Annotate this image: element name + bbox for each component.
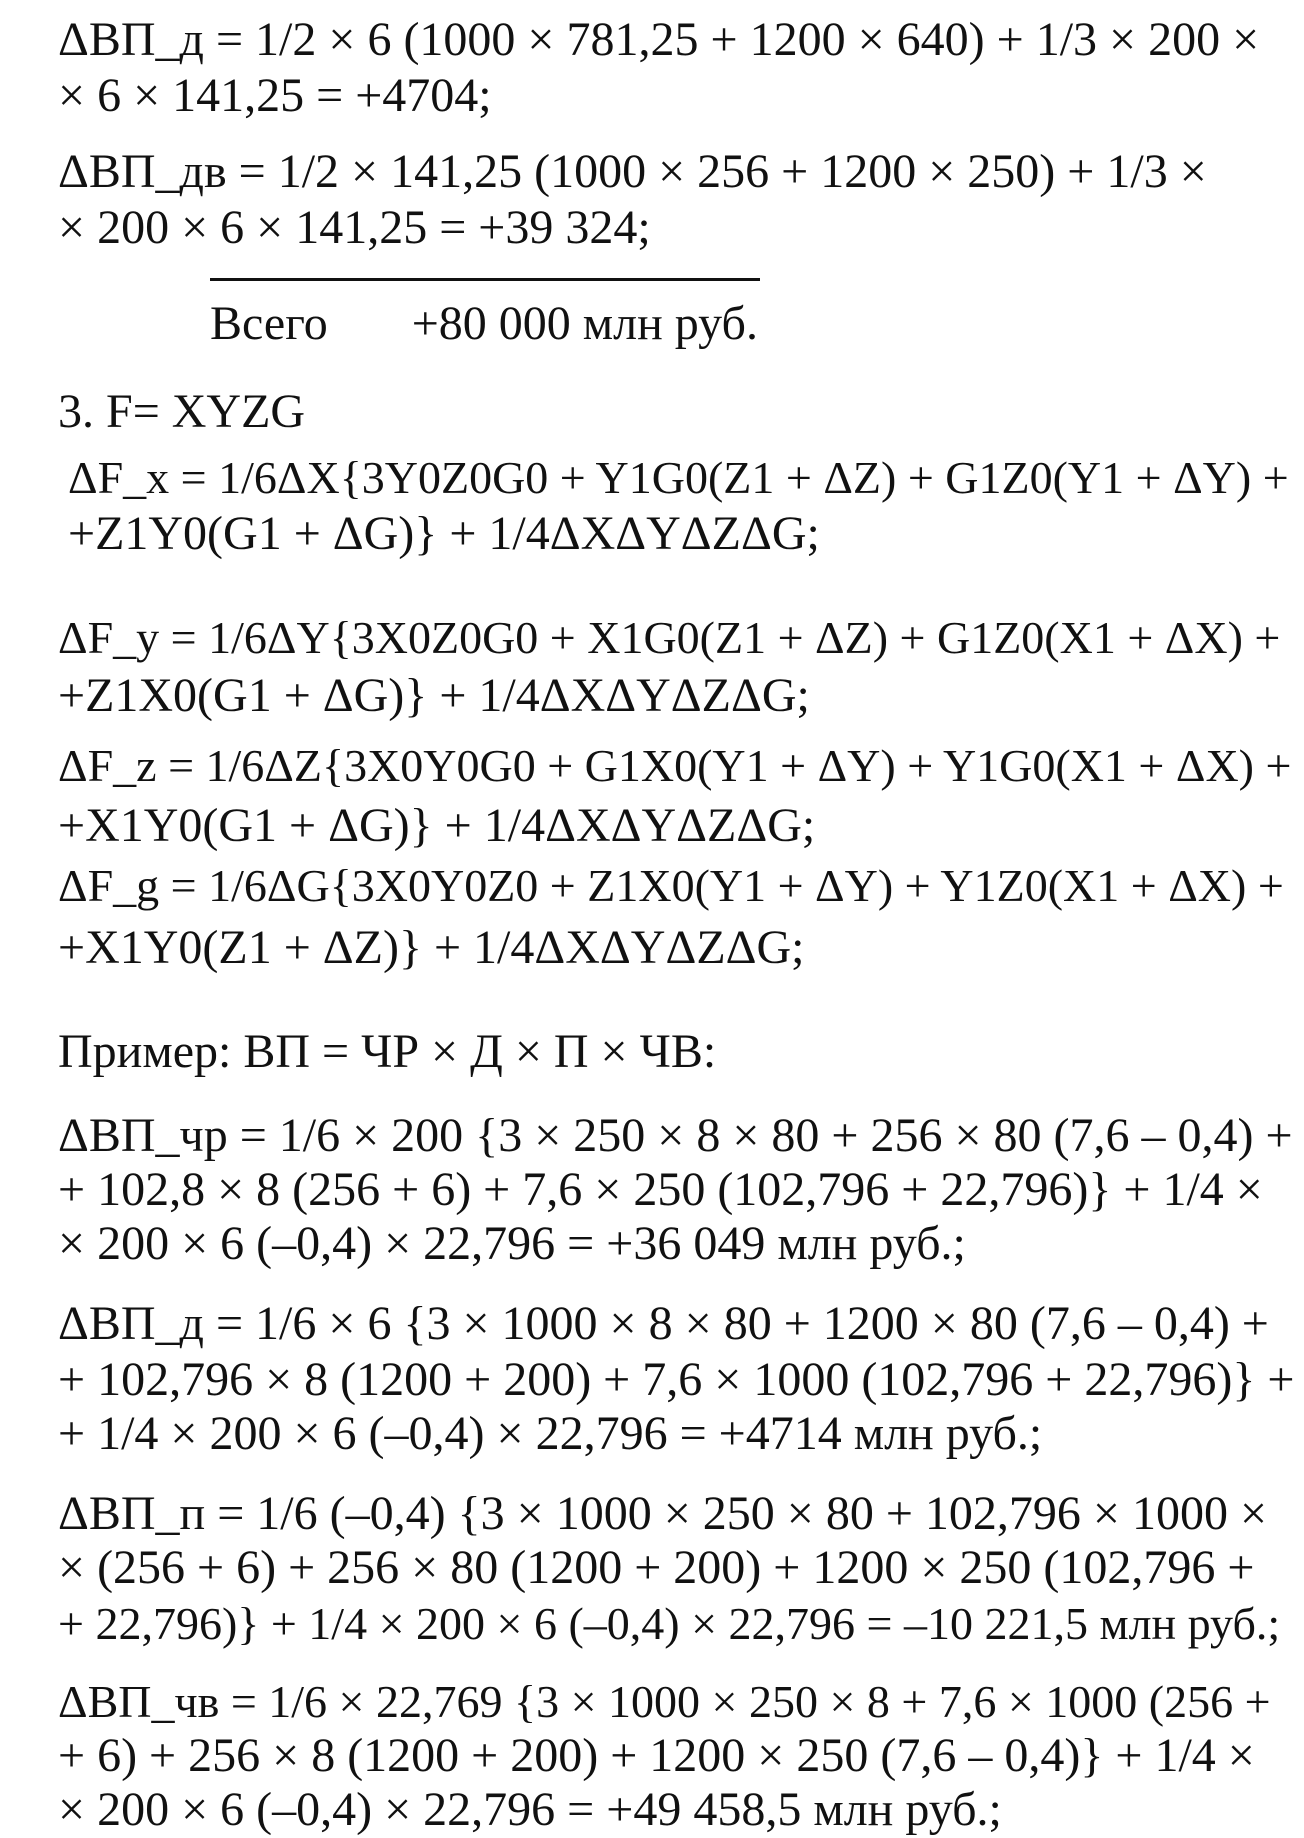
formula-line: ΔВП_д = 1/2 × 6 (1000 × 781,25 + 1200 × 640) + 1/3 × 200 × bbox=[58, 13, 1260, 66]
formula-line: +Z1X0(G1 + ΔG)} + 1/4ΔXΔYΔZΔG; bbox=[58, 669, 810, 722]
total-line: Всего +80 000 млн руб. bbox=[210, 297, 758, 350]
formula-line: × (256 + 6) + 256 × 80 (1200 + 200) + 1200 × 250 (102,796 + bbox=[58, 1541, 1255, 1594]
sum-divider bbox=[210, 278, 760, 281]
formula-line: ΔF_g = 1/6ΔG{3X0Y0Z0 + Z1X0(Y1 + ΔY) + Y1Z0(X1 + ΔX) + bbox=[58, 860, 1284, 911]
formula-line: × 200 × 6 (–0,4) × 22,796 = +49 458,5 млн руб.; bbox=[58, 1783, 1002, 1836]
formula-line: +X1Y0(G1 + ΔG)} + 1/4ΔXΔYΔZΔG; bbox=[58, 799, 816, 852]
formula-line: + 22,796)} + 1/4 × 200 × 6 (–0,4) × 22,796 = –10 221,5 млн руб.; bbox=[58, 1598, 1281, 1649]
formula-line: × 6 × 141,25 = +4704; bbox=[58, 69, 492, 122]
formula-line: +X1Y0(Z1 + ΔZ)} + 1/4ΔXΔYΔZΔG; bbox=[58, 921, 805, 974]
formula-line: + 6) + 256 × 8 (1200 + 200) + 1200 × 250 (7,6 – 0,4)} + 1/4 × bbox=[58, 1729, 1255, 1782]
formula-line: ΔF_z = 1/6ΔZ{3X0Y0G0 + G1X0(Y1 + ΔY) + Y1G0(X1 + ΔX) + bbox=[58, 740, 1292, 791]
formula-line: ΔВП_п = 1/6 (–0,4) {3 × 1000 × 250 × 80 + 102,796 × 1000 × bbox=[58, 1487, 1268, 1540]
formula-line: ΔВП_д = 1/6 × 6 {3 × 1000 × 8 × 80 + 1200 × 80 (7,6 – 0,4) + bbox=[58, 1297, 1269, 1350]
formula-line: + 102,8 × 8 (256 + 6) + 7,6 × 250 (102,796 + 22,796)} + 1/4 × bbox=[58, 1163, 1263, 1216]
example-heading: Пример: ВП = ЧР × Д × П × ЧВ: bbox=[58, 1025, 717, 1078]
formula-line: × 200 × 6 (–0,4) × 22,796 = +36 049 млн руб.; bbox=[58, 1217, 966, 1270]
formula-line: ΔF_x = 1/6ΔX{3Y0Z0G0 + Y1G0(Z1 + ΔZ) + G1Z0(Y1 + ΔY) + bbox=[68, 452, 1289, 503]
formula-line: × 200 × 6 × 141,25 = +39 324; bbox=[58, 201, 651, 254]
formula-line: + 1/4 × 200 × 6 (–0,4) × 22,796 = +4714 млн руб.; bbox=[58, 1407, 1043, 1460]
section-heading: 3. F= XYZG bbox=[58, 385, 306, 438]
formula-line: ΔВП_дв = 1/2 × 141,25 (1000 × 256 + 1200 × 250) + 1/3 × bbox=[58, 145, 1207, 198]
formula-line: ΔВП_чр = 1/6 × 200 {3 × 250 × 8 × 80 + 256 × 80 (7,6 – 0,4) + bbox=[58, 1109, 1293, 1162]
formula-line: ΔВП_чв = 1/6 × 22,769 {3 × 1000 × 250 × 8 + 7,6 × 1000 (256 + bbox=[58, 1676, 1271, 1727]
formula-line: ΔF_y = 1/6ΔY{3X0Z0G0 + X1G0(Z1 + ΔZ) + G1Z0(X1 + ΔX) + bbox=[58, 612, 1281, 663]
formula-line: + 102,796 × 8 (1200 + 200) + 7,6 × 1000 (102,796 + 22,796)} + bbox=[58, 1353, 1295, 1406]
formula-line: +Z1Y0(G1 + ΔG)} + 1/4ΔXΔYΔZΔG; bbox=[68, 507, 820, 560]
